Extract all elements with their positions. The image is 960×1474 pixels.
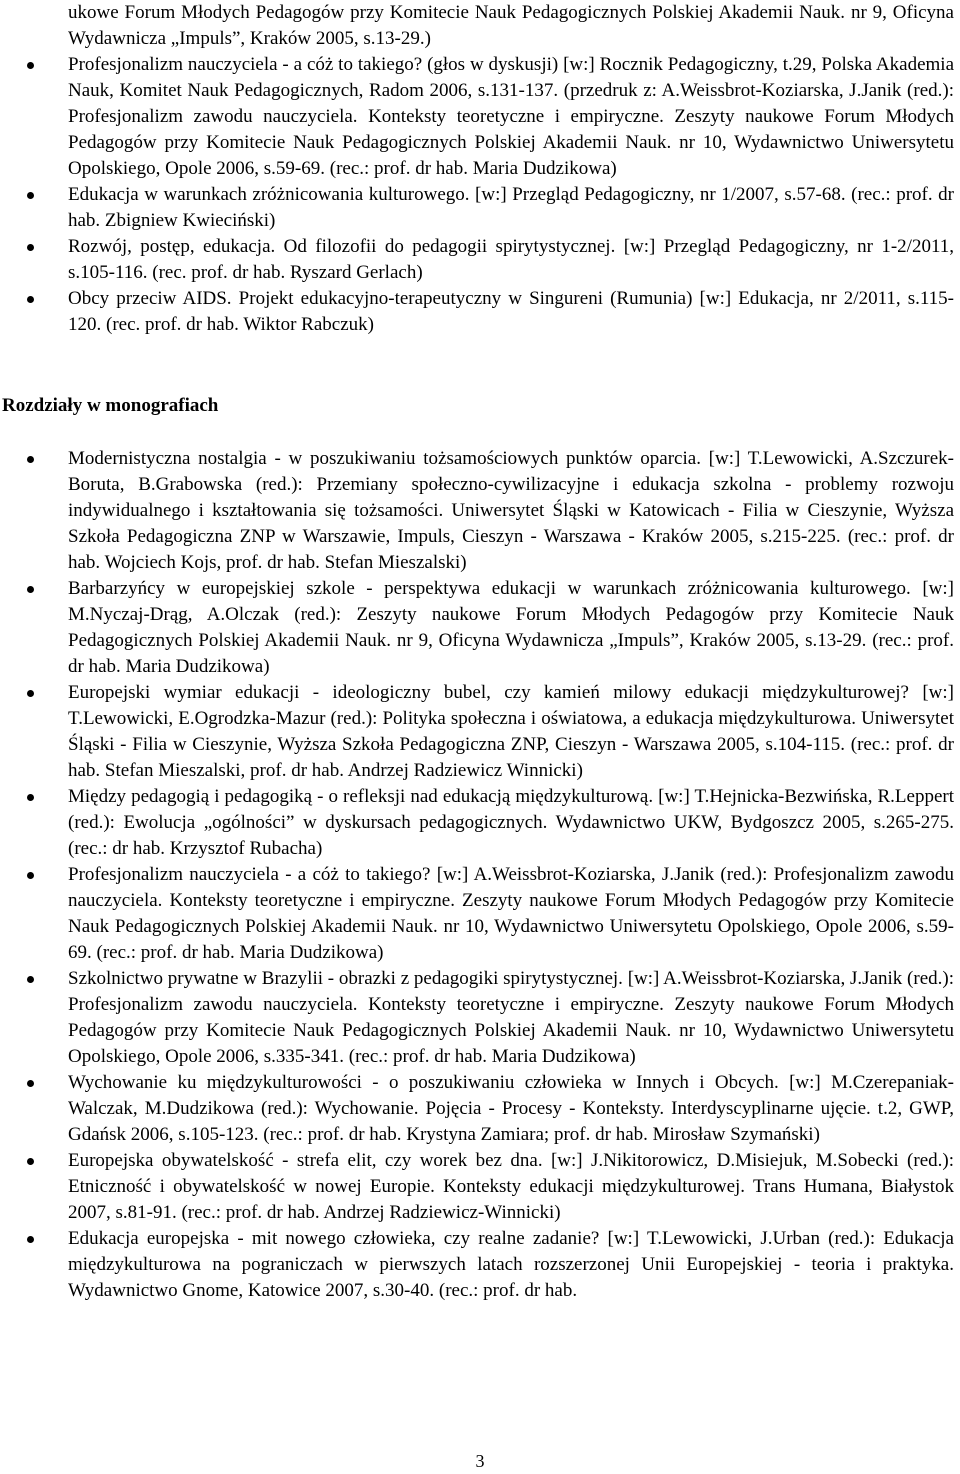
journal-articles-section [0, 0, 960, 338]
list-item [0, 1226, 960, 1304]
bullet-icon [27, 976, 34, 983]
list-item [0, 52, 960, 182]
entry-text: Wychowanie ku międzykulturowości - o poszukiwaniu człowieka w Innych i Obcych. [w:] M.Czerepaniak-Walczak, M.Dudzikowa (red.): Wychowanie. Pojęcia - Procesy - Konteksty. Interdyscyplinarne ujęcie. t.2, GWP, Gdańsk 2006, s.105-123. (rec.: prof. dr hab. Krystyna Zamiara; prof. dr hab. Mirosław Szymański) [68, 1072, 954, 1145]
continued-entry: ukowe Forum Młodych Pedagogów przy Komitecie Nauk Pedagogicznych Polskiej Akademii Nauk. nr 9, Oficyna Wydawnicza „Impuls”, Kraków 2005, s.13-29.) [68, 2, 954, 49]
bullet-icon [27, 872, 34, 879]
entry-text: Rozwój, postęp, edukacja. Od filozofii do pedagogii spirytystycznej. [w:] Przegląd Pedagogiczny, nr 1-2/2011, s.105-116. (rec. prof. dr hab. Ryszard Gerlach) [68, 236, 954, 283]
entry-text: Edukacja w warunkach zróżnicowania kulturowego. [w:] Przegląd Pedagogiczny, nr 1/2007, s.57-68. (rec.: prof. dr hab. Zbigniew Kwieciński) [68, 184, 954, 231]
entry-text: Obcy przeciw AIDS. Projekt edukacyjno-terapeutyczny w Singureni (Rumunia) [w:] Edukacja, nr 2/2011, s.115-120. (rec. prof. dr hab. Wiktor Rabczuk) [68, 288, 954, 335]
list-item [0, 1070, 960, 1148]
list-item [0, 576, 960, 680]
entry-text: Barbarzyńcy w europejskiej szkole - perspektywa edukacji w warunkach zróżnicowania kulturowego. [w:] M.Nyczaj-Drąg, A.Olczak (red.): Zeszyty naukowe Forum Młodych Pedagogów przy Komitecie Nauk Pedagogicznych Polskiej Akademii Nauk. nr 9, Oficyna Wydawnicza „Impuls”, Kraków 2005, s.13-29. (rec.: prof. dr hab. Maria Dudzikowa) [68, 578, 954, 677]
chapters-list [0, 446, 960, 1304]
entry-text: Modernistyczna nostalgia - w poszukiwaniu tożsamościowych punktów oparcia. [w:] T.Lewowicki, A.Szczurek-Boruta, B.Grabowska (red.): Przemiany społeczno-cywilizacyjne i edukacja szkolna - problemy rozwoju indywidualnego i kształtowania się tożsamości. Uniwersytet Śląski w Katowicach - Filia w Cieszynie, Wyższa Szkoła Pedagogiczna ZNP w Warszawie, Impuls, Cieszyn - Warszawa - Kraków 2005, s.215-225. (rec.: prof. dr hab. Wojciech Kojs, prof. dr hab. Stefan Mieszalski) [68, 448, 954, 573]
page-number: 3 [475, 1451, 485, 1471]
bullet-icon [27, 296, 34, 303]
bullet-icon [27, 244, 34, 251]
bullet-icon [27, 1236, 34, 1243]
list-item [0, 286, 960, 338]
bullet-icon [27, 456, 34, 463]
bullet-icon [27, 1080, 34, 1087]
list-item [0, 784, 960, 862]
entry-text: Europejski wymiar edukacji - ideologiczny bubel, czy kamień milowy edukacji międzykulturowej? [w:] T.Lewowicki, E.Ogrodzka-Mazur (red.): Polityka społeczna i oświatowa, a edukacja międzykulturowa. Uniwersytet Śląski - Filia w Cieszynie, Wyższa Szkoła Pedagogiczna ZNP, Cieszyn - Warszawa 2005, s.104-115. (rec.: prof. dr hab. Stefan Mieszalski, prof. dr hab. Andrzej Radziewicz Winnicki) [68, 682, 954, 781]
list-item [0, 680, 960, 784]
list-item [0, 234, 960, 286]
list-item [0, 182, 960, 234]
list-item [0, 862, 960, 966]
entry-text: Profesjonalizm nauczyciela - a cóż to takiego? [w:] A.Weissbrot-Koziarska, J.Janik (red.): Profesjonalizm zawodu nauczyciela. Konteksty teoretyczne i empiryczne. Zeszyty naukowe Forum Młodych Pedagogów przy Komitecie Nauk Pedagogicznych Polskiej Akademii Nauk. nr 10, Wydawnictwo Uniwersytetu Opolskiego, Opole 2006, s.59-69. (rec.: prof. dr hab. Maria Dudzikowa) [68, 864, 954, 963]
entry-text: Profesjonalizm nauczyciela - a cóż to takiego? (głos w dyskusji) [w:] Rocznik Pedagogiczny, t.29, Polska Akademia Nauk, Komitet Nauk Pedagogicznych, Radom 2006, s.131-137. (przedruk z: A.Weissbrot-Koziarska, J.Janik (red.): Profesjonalizm zawodu nauczyciela. Konteksty teoretyczne i empiryczne. Zeszyty naukowe Forum Młodych Pedagogów przy Komitecie Nauk Pedagogicznych Polskiej Akademii Nauk. nr 10, Wydawnictwo Uniwersytetu Opolskiego, Opole 2006, s.59-69. (rec.: prof. dr hab. Maria Dudzikowa) [68, 54, 954, 179]
section-heading: Rozdziały w monografiach [2, 395, 219, 416]
entry-text: Edukacja europejska - mit nowego człowieka, czy realne zadanie? [w:] T.Lewowicki, J.Urban (red.): Edukacja międzykulturowa na pograniczach w pierwszych latach rozszerzonej Unii Europejskiej - teoria i praktyka. Wydawnictwo Gnome, Katowice 2007, s.30-40. (rec.: prof. dr hab. [68, 1228, 954, 1301]
list-item [0, 446, 960, 576]
list-item [0, 966, 960, 1070]
journal-list [0, 52, 960, 338]
entry-text: Między pedagogią i pedagogiką - o refleksji nad edukacją międzykulturową. [w:] T.Hejnicka-Bezwińska, R.Leppert (red.): Ewolucja „ogólności” w dyskursach pedagogicznych. Wydawnictwo UKW, Bydgoszcz 2005, s.265-275. (rec.: dr hab. Krzysztof Rubacha) [68, 786, 954, 859]
bullet-icon [27, 794, 34, 801]
entry-text: Europejska obywatelskość - strefa elit, czy worek bez dna. [w:] J.Nikitorowicz, D.Misiejuk, M.Sobecki (red.): Etniczność i obywatelskość w nowej Europie. Konteksty edukacji międzykulturowej. Trans Humana, Białystok 2007, s.81-91. (rec.: prof. dr hab. Andrzej Radziewicz-Winnicki) [68, 1150, 954, 1223]
entry-text: Szkolnictwo prywatne w Brazylii - obrazki z pedagogiki spirytystycznej. [w:] A.Weissbrot-Koziarska, J.Janik (red.): Profesjonalizm zawodu nauczyciela. Konteksty teoretyczne i empiryczne. Zeszyty naukowe Forum Młodych Pedagogów przy Komitecie Nauk Pedagogicznych Polskiej Akademii Nauk. nr 10, Wydawnictwo Uniwersytetu Opolskiego, Opole 2006, s.335-341. (rec.: prof. dr hab. Maria Dudzikowa) [68, 968, 954, 1067]
bullet-icon [27, 1158, 34, 1165]
bullet-icon [27, 62, 34, 69]
list-item [0, 1148, 960, 1226]
bullet-icon [27, 192, 34, 199]
bullet-icon [27, 586, 34, 593]
bullet-icon [27, 690, 34, 697]
chapters-section [0, 446, 960, 1304]
